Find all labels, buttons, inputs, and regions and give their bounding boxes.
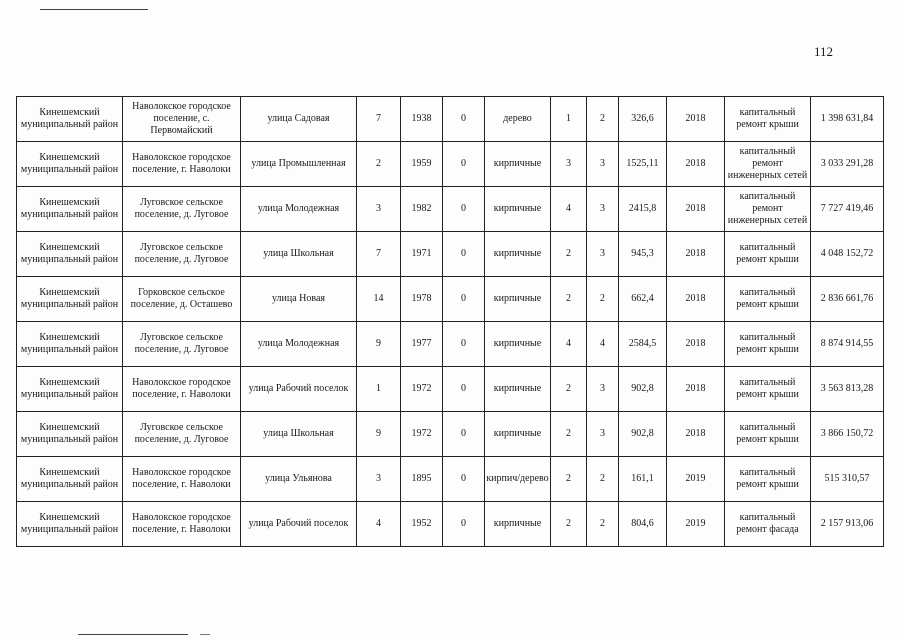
cell-house: 9 — [357, 412, 401, 457]
cell-entrances: 3 — [551, 142, 587, 187]
cell-district: Кинешемский муниципальный район — [17, 367, 123, 412]
cell-floors: 3 — [587, 187, 619, 232]
cell-work: капитальный ремонт крыши — [725, 97, 811, 142]
cell-plan_year: 2018 — [667, 232, 725, 277]
cell-floors: 3 — [587, 142, 619, 187]
cell-area: 326,6 — [619, 97, 667, 142]
cell-floors_under: 0 — [443, 322, 485, 367]
cell-plan_year: 2019 — [667, 457, 725, 502]
cell-district: Кинешемский муниципальный район — [17, 322, 123, 367]
cell-district: Кинешемский муниципальный район — [17, 502, 123, 547]
cell-plan_year: 2018 — [667, 412, 725, 457]
page-number: 112 — [814, 44, 834, 59]
cell-settlement: Луговское сельское поселение, д. Луговое — [123, 187, 241, 232]
cell-floors_under: 0 — [443, 142, 485, 187]
cell-walls: кирпичные — [485, 142, 551, 187]
cell-area: 662,4 — [619, 277, 667, 322]
cell-year: 1978 — [401, 277, 443, 322]
cell-walls: кирпичные — [485, 502, 551, 547]
cell-floors: 2 — [587, 502, 619, 547]
table-row — [17, 367, 884, 412]
cell-entrances: 4 — [551, 322, 587, 367]
cell-entrances: 2 — [551, 502, 587, 547]
cell-entrances: 2 — [551, 277, 587, 322]
cell-work: капитальный ремонт крыши — [725, 322, 811, 367]
table-row — [17, 232, 884, 277]
cell-cost: 3 866 150,72 — [811, 412, 884, 457]
cell-entrances: 2 — [551, 232, 587, 277]
cell-work: капитальный ремонт инженерных сетей — [725, 142, 811, 187]
cell-walls: кирпичные — [485, 322, 551, 367]
cell-cost: 3 563 813,28 — [811, 367, 884, 412]
cell-street: улица Молодежная — [241, 322, 357, 367]
cell-plan_year: 2018 — [667, 322, 725, 367]
cell-cost: 515 310,57 — [811, 457, 884, 502]
cell-year: 1972 — [401, 412, 443, 457]
cell-district: Кинешемский муниципальный район — [17, 412, 123, 457]
cell-settlement: Луговское сельское поселение, д. Луговое — [123, 232, 241, 277]
table-row — [17, 277, 884, 322]
cell-street: улица Молодежная — [241, 187, 357, 232]
cell-year: 1959 — [401, 142, 443, 187]
cell-cost: 8 874 914,55 — [811, 322, 884, 367]
table-body — [17, 97, 884, 547]
cell-area: 902,8 — [619, 367, 667, 412]
cell-area: 161,1 — [619, 457, 667, 502]
cell-plan_year: 2018 — [667, 277, 725, 322]
table-row — [17, 142, 884, 187]
cell-district: Кинешемский муниципальный район — [17, 277, 123, 322]
cell-house: 14 — [357, 277, 401, 322]
cell-entrances: 2 — [551, 367, 587, 412]
cell-year: 1952 — [401, 502, 443, 547]
cell-plan_year: 2018 — [667, 142, 725, 187]
cell-area: 1525,11 — [619, 142, 667, 187]
cell-year: 1982 — [401, 187, 443, 232]
cell-year: 1895 — [401, 457, 443, 502]
cell-settlement: Наволокское городское поселение, г. Наволоки — [123, 142, 241, 187]
cell-year: 1972 — [401, 367, 443, 412]
table-row — [17, 412, 884, 457]
cell-cost: 2 836 661,76 — [811, 277, 884, 322]
cell-floors: 3 — [587, 367, 619, 412]
cell-floors_under: 0 — [443, 277, 485, 322]
cell-walls: кирпич/дерево — [485, 457, 551, 502]
cell-work: капитальный ремонт крыши — [725, 232, 811, 277]
cell-area: 2584,5 — [619, 322, 667, 367]
cell-cost: 1 398 631,84 — [811, 97, 884, 142]
cell-settlement: Наволокское городское поселение, г. Наволоки — [123, 502, 241, 547]
cell-settlement: Луговское сельское поселение, д. Луговое — [123, 322, 241, 367]
cell-street: улица Школьная — [241, 412, 357, 457]
cell-area: 902,8 — [619, 412, 667, 457]
cell-settlement: Наволокское городское поселение, г. Наволоки — [123, 457, 241, 502]
cell-plan_year: 2018 — [667, 367, 725, 412]
cell-floors: 2 — [587, 457, 619, 502]
cell-settlement: Наволокское городское поселение, г. Наволоки — [123, 367, 241, 412]
cell-floors_under: 0 — [443, 187, 485, 232]
cell-work: капитальный ремонт фасада — [725, 502, 811, 547]
table-row — [17, 457, 884, 502]
cell-floors: 2 — [587, 277, 619, 322]
cell-district: Кинешемский муниципальный район — [17, 142, 123, 187]
cell-cost: 7 727 419,46 — [811, 187, 884, 232]
cell-settlement: Горковское сельское поселение, д. Осташево — [123, 277, 241, 322]
cell-floors: 3 — [587, 232, 619, 277]
cell-street: улица Ульянова — [241, 457, 357, 502]
cell-plan_year: 2018 — [667, 97, 725, 142]
cell-house: 7 — [357, 97, 401, 142]
table-row — [17, 322, 884, 367]
cell-floors_under: 0 — [443, 412, 485, 457]
bottom-mark — [200, 634, 210, 635]
cell-floors_under: 0 — [443, 97, 485, 142]
cell-work: капитальный ремонт крыши — [725, 457, 811, 502]
cell-entrances: 1 — [551, 97, 587, 142]
cell-house: 9 — [357, 322, 401, 367]
cell-entrances: 2 — [551, 412, 587, 457]
cell-floors: 3 — [587, 412, 619, 457]
cell-floors_under: 0 — [443, 367, 485, 412]
cell-street: улица Садовая — [241, 97, 357, 142]
cell-floors_under: 0 — [443, 457, 485, 502]
cell-entrances: 2 — [551, 457, 587, 502]
cell-street: улица Рабочий поселок — [241, 502, 357, 547]
cell-house: 4 — [357, 502, 401, 547]
cell-year: 1977 — [401, 322, 443, 367]
cell-house: 7 — [357, 232, 401, 277]
cell-district: Кинешемский муниципальный район — [17, 97, 123, 142]
cell-area: 2415,8 — [619, 187, 667, 232]
cell-walls: кирпичные — [485, 277, 551, 322]
bottom-rule — [78, 634, 188, 635]
cell-walls: кирпичные — [485, 412, 551, 457]
cell-walls: дерево — [485, 97, 551, 142]
cell-year: 1938 — [401, 97, 443, 142]
cell-floors_under: 0 — [443, 502, 485, 547]
cell-district: Кинешемский муниципальный район — [17, 232, 123, 277]
cell-area: 804,6 — [619, 502, 667, 547]
cell-house: 1 — [357, 367, 401, 412]
cell-house: 3 — [357, 187, 401, 232]
cell-walls: кирпичные — [485, 232, 551, 277]
cell-walls: кирпичные — [485, 187, 551, 232]
cell-district: Кинешемский муниципальный район — [17, 187, 123, 232]
cell-work: капитальный ремонт крыши — [725, 412, 811, 457]
table-row — [17, 187, 884, 232]
table-row — [17, 97, 884, 142]
housing-repair-table — [16, 96, 884, 547]
cell-area: 945,3 — [619, 232, 667, 277]
cell-house: 2 — [357, 142, 401, 187]
cell-floors_under: 0 — [443, 232, 485, 277]
cell-street: улица Школьная — [241, 232, 357, 277]
cell-cost: 2 157 913,06 — [811, 502, 884, 547]
cell-work: капитальный ремонт крыши — [725, 367, 811, 412]
cell-street: улица Рабочий поселок — [241, 367, 357, 412]
table-row — [17, 502, 884, 547]
cell-cost: 4 048 152,72 — [811, 232, 884, 277]
cell-house: 3 — [357, 457, 401, 502]
cell-plan_year: 2018 — [667, 187, 725, 232]
cell-entrances: 4 — [551, 187, 587, 232]
top-rule — [40, 9, 148, 10]
cell-district: Кинешемский муниципальный район — [17, 457, 123, 502]
cell-settlement: Наволокское городское поселение, с. Первомайский — [123, 97, 241, 142]
cell-plan_year: 2019 — [667, 502, 725, 547]
cell-year: 1971 — [401, 232, 443, 277]
cell-street: улица Промышленная — [241, 142, 357, 187]
cell-settlement: Луговское сельское поселение, д. Луговое — [123, 412, 241, 457]
cell-street: улица Новая — [241, 277, 357, 322]
cell-floors: 2 — [587, 97, 619, 142]
cell-work: капитальный ремонт инженерных сетей — [725, 187, 811, 232]
cell-walls: кирпичные — [485, 367, 551, 412]
cell-work: капитальный ремонт крыши — [725, 277, 811, 322]
cell-floors: 4 — [587, 322, 619, 367]
cell-cost: 3 033 291,28 — [811, 142, 884, 187]
